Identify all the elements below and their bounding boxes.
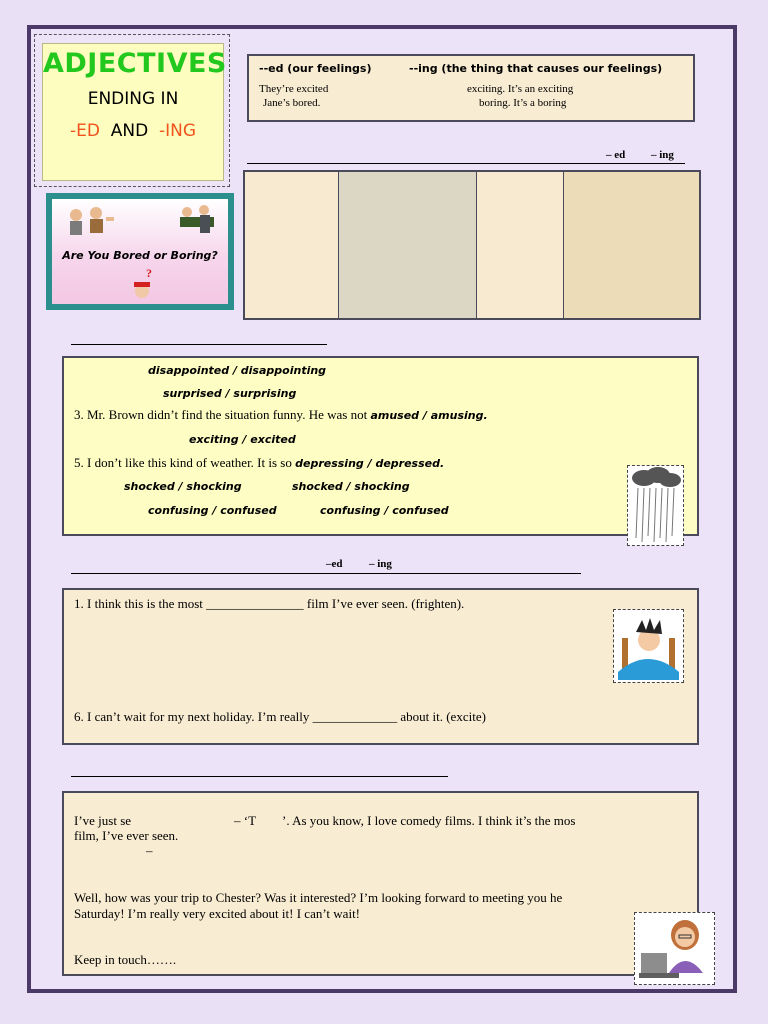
- ex1-item4-options: exciting / excited: [189, 433, 296, 446]
- ex1-item7b-options: confusing / confused: [320, 504, 449, 517]
- title-card: [42, 43, 227, 181]
- ex1-item3: [74, 407, 488, 423]
- texture-image-strip: [243, 170, 701, 320]
- heading-line-2: [71, 343, 327, 345]
- ex1-item7a-options: confusing / confused: [148, 504, 277, 517]
- ed-example-2: Jane’s bored.: [263, 97, 321, 109]
- ing-example-1: exciting. It’s an exciting: [467, 83, 574, 95]
- ex2-item1: 1. I think this is the most _______________ film I’ve ever seen. (frighten).: [74, 596, 465, 611]
- heading-line-4: [71, 775, 448, 777]
- ex1-item5-options: depressing / depressed.: [295, 457, 445, 470]
- picture-card: [52, 199, 228, 304]
- ex1-item3-text: 3. Mr. Brown didn’t find the situation funny. He was not: [74, 407, 368, 422]
- texture-cell-1: [245, 172, 339, 318]
- texture-cell-2: [339, 172, 477, 318]
- girl-laptop-drawing: [635, 913, 714, 984]
- texture-cell-4: [564, 172, 699, 318]
- exercise2-box: [62, 588, 699, 745]
- letter-para2-line1: Well, how was your trip to Chester? Was it interested? I’m looking forward to meeting you he: [74, 890, 563, 905]
- ed-example-1: They’re excited: [259, 83, 329, 95]
- heading-line-3: [71, 572, 581, 574]
- ing-example-2: boring. It’s a boring: [479, 97, 567, 109]
- ed-header: --ed (our feelings): [259, 62, 372, 75]
- title-ed-and-ing: [43, 121, 223, 141]
- rain-cloud-icon: [627, 465, 684, 546]
- rain-cloud-drawing: [628, 466, 683, 545]
- letter-para2-line2: Saturday! I’m really very excited about it! I can’t wait!: [74, 906, 361, 921]
- ex2-item6: 6. I can’t wait for my next holiday. I’m really _____________ about it. (excite): [74, 709, 486, 724]
- title-and: AND: [110, 121, 149, 141]
- bored-boring-picture: [46, 193, 234, 310]
- letter-closing: Keep in touch…….: [74, 952, 177, 967]
- letter-line1-rest: ’. As you know, I love comedy films. I think it’s the mos: [282, 813, 576, 828]
- title-ending-in: ENDING IN: [87, 89, 179, 109]
- explanation-box: [247, 54, 695, 122]
- heading-line-1: [247, 162, 685, 164]
- heading3-ed: –ed: [326, 558, 343, 570]
- ex1-item3-options: amused / amusing.: [370, 409, 488, 422]
- frightened-boy-icon: [613, 609, 684, 683]
- letter-line3: –: [146, 843, 153, 858]
- ex1-item1-options: disappointed / disappointing: [148, 364, 327, 377]
- letter-line2: film, I’ve ever seen.: [74, 828, 179, 843]
- texture-cell-3: [477, 172, 564, 318]
- heading1-ed: – ed: [606, 149, 626, 161]
- ex1-item6a-options: shocked / shocking: [124, 480, 242, 493]
- letter-box: [62, 791, 699, 976]
- girl-laptop-icon: [634, 912, 715, 985]
- ex1-item5-text: 5. I don’t like this kind of weather. It is so: [74, 455, 292, 470]
- exercise1-box: [62, 356, 699, 536]
- ex1-item6b-options: shocked / shocking: [292, 480, 410, 493]
- title-adjectives: ADJECTIVES: [43, 48, 227, 79]
- frightened-boy-drawing: [614, 610, 683, 682]
- picture-caption: Are You Bored or Boring?: [62, 249, 218, 262]
- title-ing: -ING: [158, 121, 197, 141]
- ex1-item5: [74, 455, 444, 471]
- letter-line1: I’ve just se: [74, 813, 132, 828]
- letter-line1-title: – ‘T: [234, 813, 257, 828]
- heading3-ing: – ing: [369, 558, 392, 570]
- svg-text:?: ?: [146, 266, 152, 280]
- title-ed: -ED: [69, 121, 100, 141]
- ing-header: --ing (the thing that causes our feelings): [409, 62, 663, 75]
- ex1-item2-options: surprised / surprising: [163, 387, 297, 400]
- title-box: [34, 34, 230, 187]
- heading1-ing: – ing: [651, 149, 674, 161]
